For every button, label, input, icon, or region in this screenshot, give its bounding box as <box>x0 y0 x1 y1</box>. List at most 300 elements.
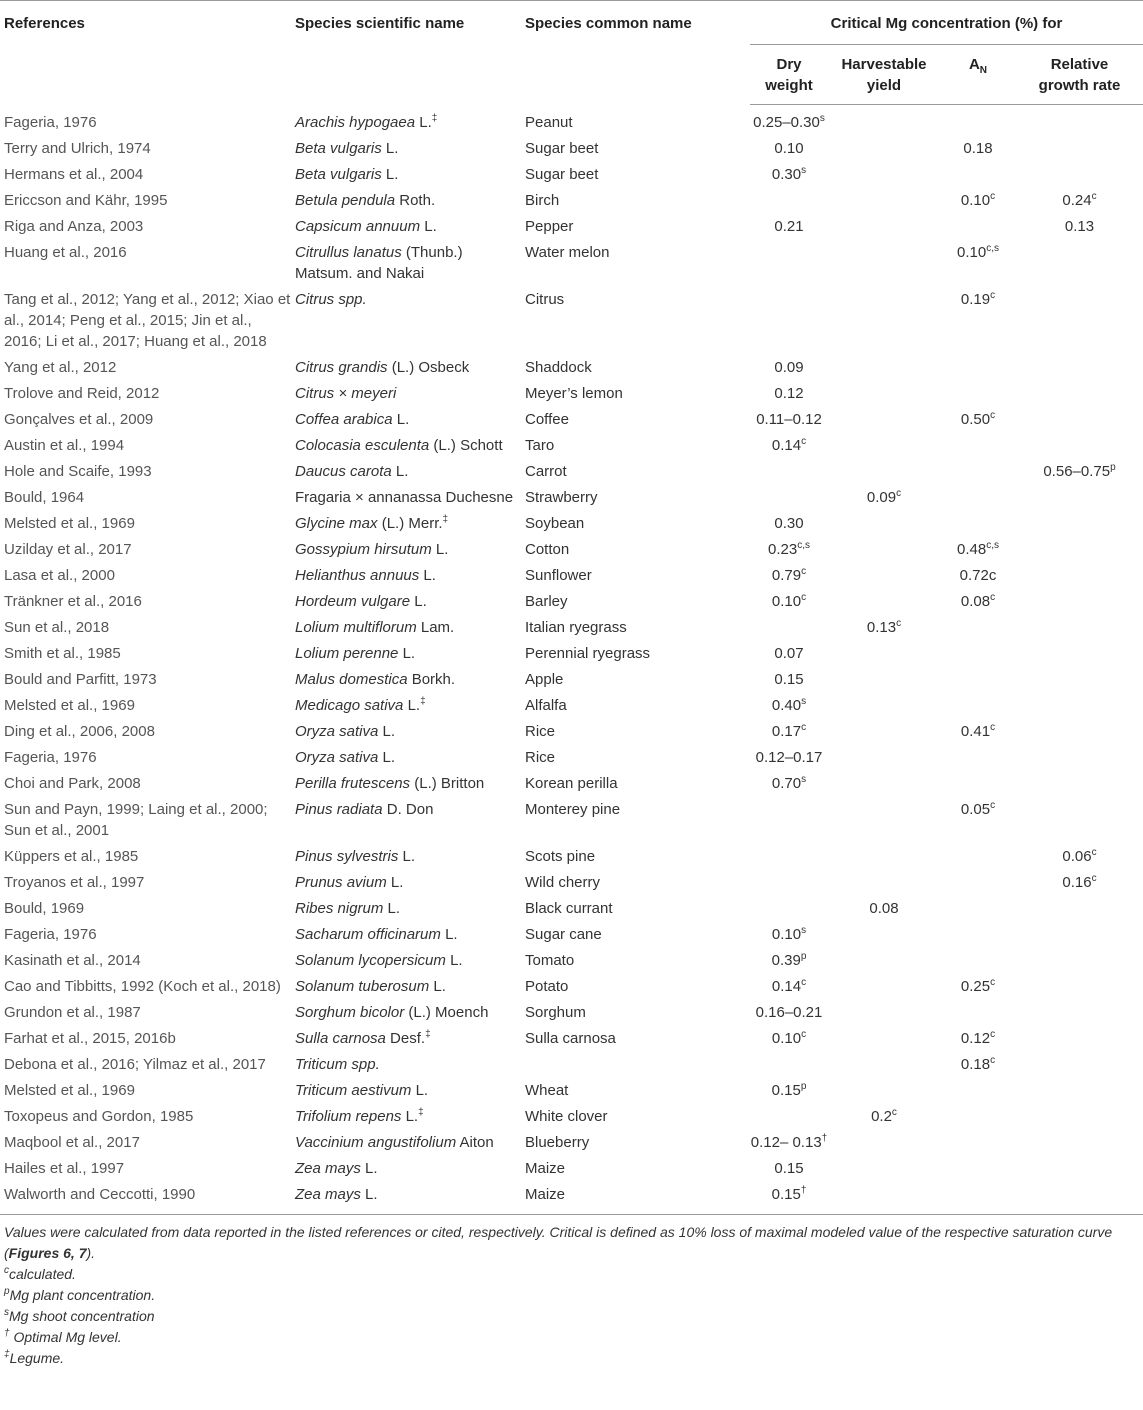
footnote-mark: c <box>801 977 807 988</box>
text: Fragaria × annanassa Duchesne <box>295 489 514 506</box>
table-row <box>0 136 1143 162</box>
cell-an <box>940 240 1016 287</box>
cell-reference: Tränkner et al., 2016 <box>4 593 142 610</box>
text: 0.12– 0.13 <box>750 1134 822 1151</box>
cell-common-name: Blueberry <box>525 1134 590 1151</box>
italic-text: Gossypium hirsutum <box>295 541 432 558</box>
cell-dry-weight <box>750 745 828 771</box>
cell-dry-weight <box>750 287 828 355</box>
cell-scientific-name <box>292 896 522 922</box>
footnote-mark: c <box>4 1265 9 1276</box>
cell-reference: Terry and Ulrich, 1974 <box>4 140 151 157</box>
cell-harvestable-yield <box>828 589 940 615</box>
footnote-item <box>4 1306 1143 1327</box>
cell-an <box>940 287 1016 355</box>
footnote-mark: ‡ <box>425 1029 431 1040</box>
italic-text: Betula pendula <box>295 192 396 209</box>
cell-harvestable-yield <box>828 240 940 287</box>
italic-text: Triticum aestivum <box>295 1082 412 1099</box>
table-row <box>0 974 1143 1000</box>
cell-harvestable-yield <box>828 188 940 214</box>
cell-dry-weight <box>750 214 828 240</box>
header-harvestable-line1: Harvestable <box>841 56 927 73</box>
text: 0.13 <box>866 619 897 636</box>
cell-common-name: Sulla carnosa <box>525 1030 616 1047</box>
text: 0.10 <box>957 244 987 261</box>
footnote-mark: c <box>1091 873 1097 884</box>
footnote-mark: ‡ <box>418 1107 424 1118</box>
footnote-mark: c <box>896 488 902 499</box>
italic-text: Perilla frutescens <box>295 775 411 792</box>
cell-scientific-name <box>292 1182 522 1215</box>
text: (L.) Osbeck <box>387 359 470 376</box>
cell-scientific-name <box>292 537 522 563</box>
cell-relative-growth-rate <box>1016 459 1143 485</box>
text: L. <box>360 1186 378 1203</box>
text: L. <box>378 723 396 740</box>
italic-text: Sorghum bicolor <box>295 1004 405 1021</box>
table-row <box>0 537 1143 563</box>
footnote-mark: p <box>800 951 807 962</box>
text: 0.18 <box>960 1056 991 1073</box>
table-row <box>0 589 1143 615</box>
cell-an <box>940 105 1016 137</box>
table-row <box>0 485 1143 511</box>
text: (L.) Schott <box>429 437 503 454</box>
footnote-item <box>4 1327 1143 1348</box>
cell-common-name: Peanut <box>525 113 573 131</box>
cell-reference: Hole and Scaife, 1993 <box>4 463 152 480</box>
text: (Thunb.) Matsum. and Nakai <box>295 244 463 282</box>
text: L. <box>431 541 449 558</box>
cell-relative-growth-rate <box>1016 948 1143 974</box>
cell-reference: Küppers et al., 1985 <box>4 848 139 865</box>
cell-common-name: Sunflower <box>525 567 592 584</box>
cell-harvestable-yield <box>828 1182 940 1215</box>
cell-scientific-name <box>292 948 522 974</box>
text: 0.79 <box>771 567 802 584</box>
table-row <box>0 693 1143 719</box>
footnote-figure-link[interactable]: Figures 6, 7 <box>8 1245 87 1261</box>
text: 0.15 <box>771 1186 801 1203</box>
cell-dry-weight <box>750 433 828 459</box>
cell-relative-growth-rate <box>1016 922 1143 948</box>
footnote-mark: c <box>1091 847 1097 858</box>
table-footnotes <box>0 1215 1143 1369</box>
cell-an <box>940 948 1016 974</box>
cell-reference: Melsted et al., 1969 <box>4 515 135 532</box>
table-row <box>0 667 1143 693</box>
cell-relative-growth-rate <box>1016 287 1143 355</box>
footnote-note-text: Values were calculated from data reported in the listed references or cited, respectively. Critical is defined as 10% loss of maximal modeled value of the respective saturation curve ( <box>4 1224 1113 1261</box>
text: L. <box>386 874 404 891</box>
cell-an <box>940 188 1016 214</box>
cell-common-name: Water melon <box>525 244 610 261</box>
header-scientific-name: Species scientific name <box>292 1 522 105</box>
text: 0.48 <box>957 541 987 558</box>
table-row <box>0 1182 1143 1215</box>
italic-text: Sacharum officinarum <box>295 926 441 943</box>
text: 0.06 <box>1062 848 1092 865</box>
cell-dry-weight <box>750 485 828 511</box>
header-harvestable-yield <box>828 45 940 105</box>
cell-dry-weight <box>750 948 828 974</box>
cell-relative-growth-rate <box>1016 105 1143 137</box>
cell-relative-growth-rate <box>1016 667 1143 693</box>
cell-relative-growth-rate <box>1016 693 1143 719</box>
text: 0.12–0.17 <box>755 749 823 766</box>
cell-scientific-name <box>292 355 522 381</box>
cell-common-name: Korean perilla <box>525 775 618 792</box>
cell-relative-growth-rate <box>1016 162 1143 188</box>
cell-an <box>940 896 1016 922</box>
footnote-mark: ‡ <box>420 696 426 707</box>
italic-text: Beta vulgaris <box>295 140 382 157</box>
cell-reference: Sun and Payn, 1999; Laing et al., 2000; Sun et al., 2001 <box>4 801 268 839</box>
footnote-mark: c <box>801 722 807 733</box>
cell-dry-weight <box>750 1078 828 1104</box>
cell-dry-weight <box>750 771 828 797</box>
cell-scientific-name <box>292 974 522 1000</box>
text: Lam. <box>416 619 455 636</box>
cell-harvestable-yield <box>828 870 940 896</box>
cell-an <box>940 870 1016 896</box>
cell-reference: Debona et al., 2016; Yilmaz et al., 2017 <box>4 1056 266 1073</box>
cell-harvestable-yield <box>828 948 940 974</box>
cell-common-name: Barley <box>525 593 568 610</box>
footnote-item <box>4 1285 1143 1306</box>
text: 0.56–0.75 <box>1043 463 1111 480</box>
italic-text: Ribes nigrum <box>295 900 384 917</box>
cell-scientific-name <box>292 433 522 459</box>
cell-harvestable-yield <box>828 922 940 948</box>
text: 0.70 <box>771 775 802 792</box>
cell-relative-growth-rate <box>1016 1182 1143 1215</box>
table-row <box>0 615 1143 641</box>
cell-common-name: Meyer’s lemon <box>525 385 623 402</box>
cell-reference: Hailes et al., 1997 <box>4 1160 125 1177</box>
italic-text: Pinus sylvestris <box>295 848 399 865</box>
cell-dry-weight <box>750 1026 828 1052</box>
cell-harvestable-yield <box>828 693 940 719</box>
italic-text: Glycine max <box>295 515 378 532</box>
footnote-mark: ‡ <box>442 514 449 525</box>
cell-reference: Fageria, 1976 <box>4 749 97 766</box>
cell-reference: Farhat et al., 2015, 2016b <box>4 1030 176 1047</box>
table-row <box>0 162 1143 188</box>
table-row <box>0 188 1143 214</box>
italic-text: Trifolium repens <box>295 1108 402 1125</box>
footnote-mark: c <box>896 618 902 629</box>
cell-dry-weight <box>750 615 828 641</box>
cell-harvestable-yield <box>828 511 940 537</box>
text: L. <box>383 900 401 917</box>
header-an-sub: N <box>979 65 988 76</box>
italic-text: Lolium perenne <box>295 645 399 662</box>
text: 0.19 <box>960 291 991 308</box>
cell-common-name: Potato <box>525 978 569 995</box>
text: Aiton <box>456 1134 494 1151</box>
cell-reference: Trolove and Reid, 2012 <box>4 385 160 402</box>
cell-an <box>940 974 1016 1000</box>
cell-dry-weight <box>750 407 828 433</box>
cell-relative-growth-rate <box>1016 797 1143 844</box>
cell-scientific-name <box>292 485 522 511</box>
footnote-mark: s <box>801 774 807 785</box>
cell-common-name: Sorghum <box>525 1004 586 1021</box>
footnote-mark: c <box>891 1107 897 1118</box>
cell-common-name: Coffee <box>525 411 569 428</box>
italic-text: Coffea arabica <box>295 411 393 428</box>
cell-reference: Huang et al., 2016 <box>4 244 127 261</box>
cell-relative-growth-rate <box>1016 1156 1143 1182</box>
footnote-mark: c <box>801 592 807 603</box>
cell-relative-growth-rate <box>1016 188 1143 214</box>
cell-dry-weight <box>750 589 828 615</box>
text: L. <box>440 926 458 943</box>
cell-common-name: Sugar beet <box>525 166 599 183</box>
cell-an <box>940 136 1016 162</box>
table-row <box>0 1078 1143 1104</box>
cell-common-name: Italian ryegrass <box>525 619 627 636</box>
cell-relative-growth-rate <box>1016 1130 1143 1156</box>
cell-dry-weight <box>750 844 828 870</box>
table-row <box>0 870 1143 896</box>
cell-scientific-name <box>292 1026 522 1052</box>
italic-text: Vaccinium angustifolium <box>295 1134 457 1151</box>
cell-an <box>940 719 1016 745</box>
table-header <box>0 1 1143 105</box>
cell-relative-growth-rate <box>1016 870 1143 896</box>
italic-text: Solanum tuberosum <box>295 978 430 995</box>
cell-dry-weight <box>750 381 828 407</box>
cell-scientific-name <box>292 162 522 188</box>
cell-an <box>940 162 1016 188</box>
text: L. <box>445 952 463 969</box>
cell-common-name: Shaddock <box>525 359 592 376</box>
cell-dry-weight <box>750 667 828 693</box>
cell-an <box>940 641 1016 667</box>
cell-dry-weight <box>750 870 828 896</box>
footnote-mark: c <box>990 1055 996 1066</box>
cell-an <box>940 667 1016 693</box>
cell-common-name: Strawberry <box>525 489 598 506</box>
cell-dry-weight <box>750 162 828 188</box>
footnote-text: Mg plant concentration. <box>9 1287 156 1303</box>
footnote-mark: p <box>800 1081 807 1092</box>
footnote-mark: c <box>990 592 996 603</box>
italic-text: Triticum spp. <box>295 1056 380 1073</box>
footnote-item <box>4 1264 1143 1285</box>
cell-an <box>940 797 1016 844</box>
italic-text: Solanum lycopersicum <box>295 952 446 969</box>
cell-reference: Ding et al., 2006, 2008 <box>4 723 155 740</box>
table-row <box>0 641 1143 667</box>
table-row <box>0 459 1143 485</box>
table-row <box>0 1000 1143 1026</box>
italic-text: Zea mays <box>295 1160 361 1177</box>
italic-text: Citrullus lanatus <box>295 244 402 261</box>
cell-reference: Toxopeus and Gordon, 1985 <box>4 1108 194 1125</box>
header-dry-weight-line1: Dry <box>776 56 802 73</box>
cell-scientific-name <box>292 1156 522 1182</box>
cell-common-name: Pepper <box>525 218 574 235</box>
cell-harvestable-yield <box>828 974 940 1000</box>
cell-an <box>940 407 1016 433</box>
cell-common-name: Citrus <box>525 291 565 308</box>
table-row <box>0 407 1143 433</box>
text: 0.15 <box>771 1082 801 1099</box>
cell-harvestable-yield <box>828 1000 940 1026</box>
header-relative-growth-rate <box>1016 45 1143 105</box>
footnote-text: Legume. <box>9 1350 65 1366</box>
cell-reference: Hermans et al., 2004 <box>4 166 144 183</box>
cell-an <box>940 745 1016 771</box>
cell-an <box>940 537 1016 563</box>
cell-an <box>940 355 1016 381</box>
italic-text: Malus domestica <box>295 671 408 688</box>
cell-dry-weight <box>750 797 828 844</box>
cell-reference: Sun et al., 2018 <box>4 619 110 636</box>
header-dry-weight-line2: weight <box>765 77 813 94</box>
cell-an <box>940 693 1016 719</box>
cell-relative-growth-rate <box>1016 136 1143 162</box>
footnote-mark: c <box>990 722 996 733</box>
cell-harvestable-yield <box>828 719 940 745</box>
cell-scientific-name <box>292 188 522 214</box>
footnote-note-end: ). <box>86 1245 96 1261</box>
cell-relative-growth-rate <box>1016 641 1143 667</box>
cell-common-name: Apple <box>525 671 564 688</box>
cell-an <box>940 381 1016 407</box>
cell-harvestable-yield <box>828 1052 940 1078</box>
cell-relative-growth-rate <box>1016 355 1143 381</box>
cell-dry-weight <box>750 240 828 287</box>
italic-text: Citrus grandis <box>295 359 388 376</box>
italic-text: Oryza sativa <box>295 749 379 766</box>
cell-reference: Melsted et al., 1969 <box>4 1082 135 1099</box>
cell-an <box>940 1130 1016 1156</box>
footnote-text: Optimal Mg level. <box>9 1329 122 1345</box>
footnote-mark: † <box>821 1133 828 1144</box>
cell-relative-growth-rate <box>1016 485 1143 511</box>
text: L. <box>398 848 416 865</box>
cell-harvestable-yield <box>828 287 940 355</box>
cell-relative-growth-rate <box>1016 1052 1143 1078</box>
text: L. <box>392 411 410 428</box>
text: (L.) Britton <box>410 775 485 792</box>
text: 0.12 <box>774 385 804 402</box>
cell-reference: Yang et al., 2012 <box>4 359 117 376</box>
footnote-mark: † <box>4 1328 10 1339</box>
cell-harvestable-yield <box>828 745 940 771</box>
text: 0.15 <box>774 1160 804 1177</box>
table-row <box>0 922 1143 948</box>
table-row <box>0 1104 1143 1130</box>
cell-relative-growth-rate <box>1016 433 1143 459</box>
text: 0.17 <box>771 723 802 740</box>
cell-dry-weight <box>750 188 828 214</box>
text: 0.30 <box>771 166 802 183</box>
text: 0.39 <box>771 952 801 969</box>
cell-an <box>940 1000 1016 1026</box>
cell-reference: Grundon et al., 1987 <box>4 1004 141 1021</box>
cell-an <box>940 214 1016 240</box>
cell-common-name: Black currant <box>525 900 613 917</box>
italic-text: Medicago sativa <box>295 697 404 714</box>
text: 0.11–0.12 <box>756 411 822 428</box>
cell-dry-weight <box>750 1130 828 1156</box>
cell-dry-weight <box>750 355 828 381</box>
cell-common-name: Perennial ryegrass <box>525 645 651 662</box>
cell-scientific-name <box>292 563 522 589</box>
cell-scientific-name <box>292 105 522 137</box>
cell-harvestable-yield <box>828 641 940 667</box>
cell-harvestable-yield <box>828 485 940 511</box>
cell-an <box>940 771 1016 797</box>
cell-an <box>940 459 1016 485</box>
cell-relative-growth-rate <box>1016 240 1143 287</box>
table-row <box>0 563 1143 589</box>
cell-dry-weight <box>750 896 828 922</box>
cell-harvestable-yield <box>828 1104 940 1130</box>
text: L. <box>410 593 427 610</box>
footnote-mark: s <box>801 925 807 936</box>
footnote-mark: c <box>990 800 996 811</box>
cell-reference: Bould and Parfitt, 1973 <box>4 671 157 688</box>
cell-reference: Riga and Anza, 2003 <box>4 218 144 235</box>
cell-scientific-name <box>292 136 522 162</box>
cell-dry-weight <box>750 1182 828 1215</box>
cell-common-name: Sugar beet <box>525 140 599 157</box>
table-row <box>0 1026 1143 1052</box>
footnote-mark: c <box>990 1029 996 1040</box>
cell-reference: Fageria, 1976 <box>4 113 97 131</box>
text: 0.40 <box>771 697 802 714</box>
footnote-mark: p <box>1110 462 1116 473</box>
text: 0.25 <box>960 978 991 995</box>
italic-text: Zea mays <box>295 1186 361 1203</box>
italic-text: Oryza sativa <box>295 723 379 740</box>
cell-scientific-name <box>292 922 522 948</box>
text: L. <box>398 645 416 662</box>
text: L. <box>391 463 409 480</box>
table-row <box>0 287 1143 355</box>
cell-reference: Melsted et al., 1969 <box>4 697 135 714</box>
cell-scientific-name <box>292 719 522 745</box>
header-rgr-line2: growth rate <box>1038 77 1121 94</box>
text: Desf. <box>385 1030 426 1047</box>
text: 0.23 <box>768 541 798 558</box>
text: L. <box>360 1160 378 1177</box>
cell-dry-weight <box>750 1104 828 1130</box>
italic-text: Lolium multiflorum <box>295 619 417 636</box>
footnote-mark: s <box>801 165 807 176</box>
cell-scientific-name <box>292 641 522 667</box>
cell-dry-weight <box>750 693 828 719</box>
italic-text: Daucus carota <box>295 463 392 480</box>
cell-scientific-name <box>292 1104 522 1130</box>
cell-scientific-name <box>292 381 522 407</box>
cell-common-name: Taro <box>525 437 555 454</box>
cell-an <box>940 844 1016 870</box>
footnote-list <box>4 1264 1143 1369</box>
cell-an <box>940 615 1016 641</box>
text: 0.14 <box>771 437 802 454</box>
cell-reference: Uzilday et al., 2017 <box>4 541 132 558</box>
table-row <box>0 1156 1143 1182</box>
cell-harvestable-yield <box>828 667 940 693</box>
